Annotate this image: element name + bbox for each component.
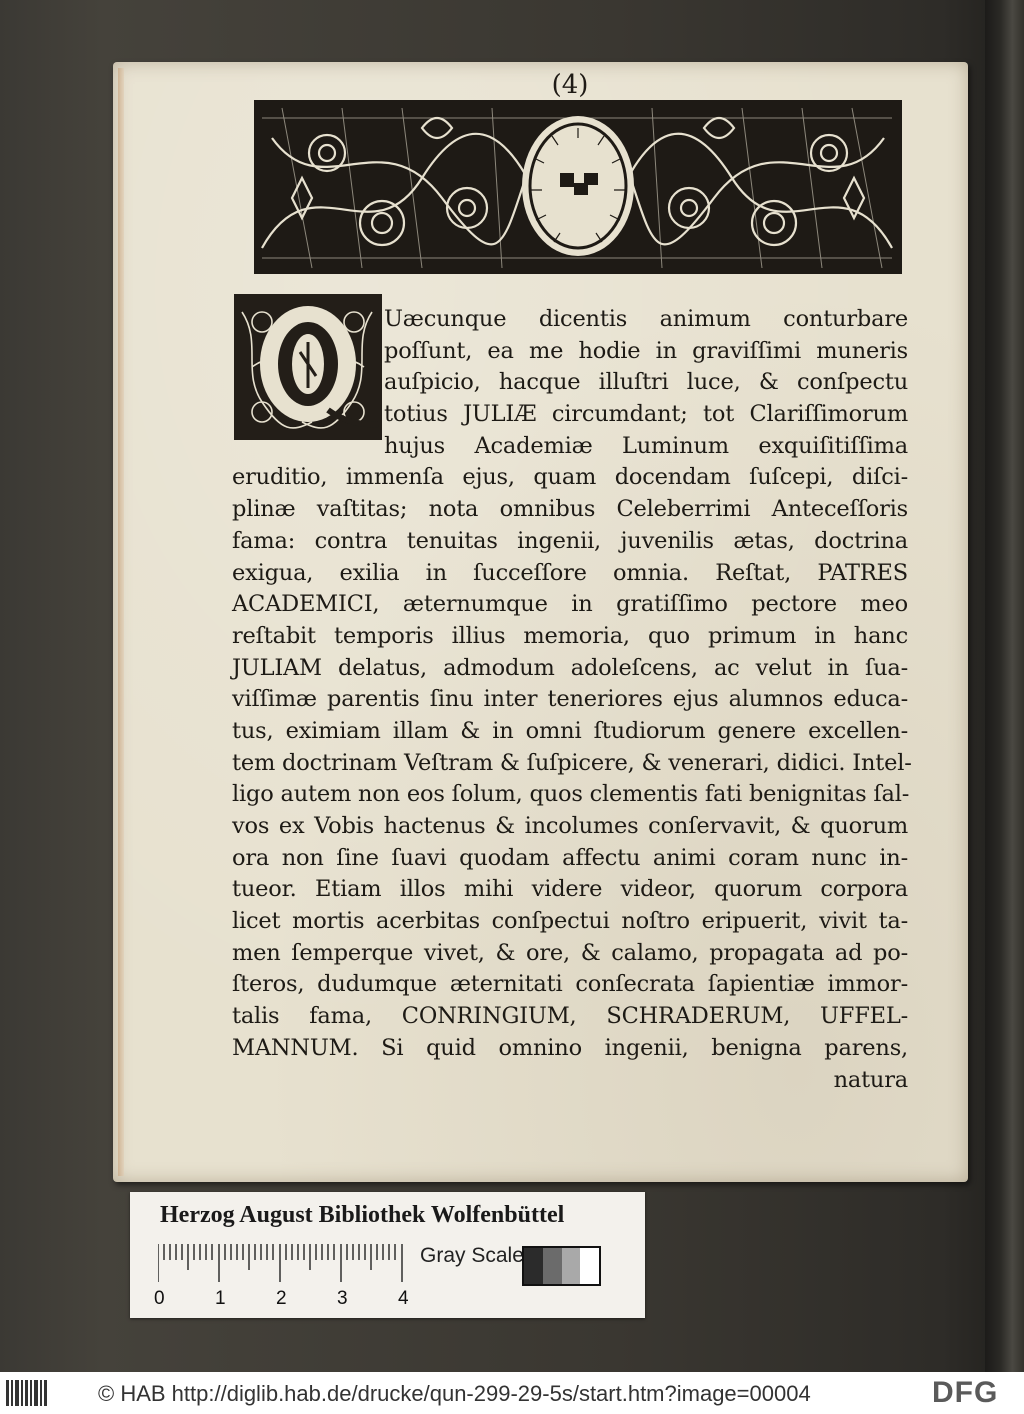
text-line: plinæ vaſtitas; nota omnibus Celeberrimi Anteceſſoris	[232, 496, 908, 523]
copyright-url[interactable]: © HAB http://diglib.hab.de/drucke/qun-299-29-5s/start.htm?image=00004	[98, 1381, 811, 1406]
text-line: totius JULIÆ circumdant; tot Clariſſimorum	[384, 401, 908, 428]
text-line: hujus Academiæ Luminum exquiſitiſſima	[384, 432, 908, 459]
page-edge	[118, 68, 124, 1176]
text-line: ſteros, dudumque æternitati conſecrata ſapientiæ immor-	[232, 971, 908, 998]
text-line: talis fama, CONRINGIUM, SCHRADERUM, UFFEL-	[232, 1003, 908, 1030]
text-line: poſſunt, ea me hodie in graviſſimi muneris	[384, 337, 908, 364]
text-line: viſſimæ parentis ſinu inter teneriores ejus alumnos educa-	[232, 686, 908, 713]
gray-swatch	[580, 1248, 599, 1284]
ruler-icon	[158, 1244, 418, 1284]
gray-swatch	[562, 1248, 581, 1284]
dfg-logo: DFG	[932, 1376, 999, 1409]
text-line: licet mortis acerbitas conſpectui noſtro eripuerit, vivit ta-	[232, 908, 908, 935]
book-binding	[985, 0, 1024, 1372]
ruler-number: 1	[215, 1288, 226, 1309]
gray-swatch	[543, 1248, 562, 1284]
gray-scale-swatches	[522, 1246, 601, 1286]
color-card	[130, 1192, 645, 1318]
text-line: exigua, exilia in ſucceſſore omnia. Reſtat, PATRES	[232, 559, 908, 586]
text-line: MANNUM. Si quid omnino ingenii, benigna parens,	[232, 1034, 908, 1061]
text-line: ligo autem non eos ſolum, quos clementis fati benignitas ſal-	[232, 781, 910, 808]
library-name: Herzog August Bibliothek Wolfenbüttel	[160, 1202, 565, 1228]
text-line: men ſemperque vivet, & ore, & calamo, propagata ad po-	[232, 939, 908, 966]
body-text	[232, 304, 912, 1096]
gray-scale-label: Gray Scale	[420, 1244, 524, 1267]
text-line: vos ex Vobis hactenus & incolumes conſervavit, & quorum	[232, 813, 908, 839]
ruler-number: 2	[276, 1288, 287, 1309]
ruler-number: 4	[398, 1288, 409, 1309]
text-line: tem doctrinam Veſtram & ſuſpicere, & venerari, didici. Intel-	[232, 749, 912, 776]
text-line: tueor. Etiam illos mihi videre videor, quorum corpora	[232, 876, 908, 903]
ruler-number: 3	[337, 1288, 348, 1309]
text-line: Uæcunque dicentis animum conturbare	[384, 306, 908, 332]
gray-swatch	[524, 1248, 543, 1284]
text-line: reſtabit temporis illius memoria, quo primum in hanc	[232, 622, 908, 649]
text-line: ora non ſine ſuavi quodam affectu animi coram nunc in-	[232, 844, 908, 871]
woodcut-ornament-icon	[252, 98, 904, 276]
text-line: tus, eximiam illam & in omni ſtudiorum genere excellen-	[232, 717, 908, 744]
text-line: eruditio, immenſa ejus, quam docendam ſuſcepi, diſci-	[232, 464, 908, 491]
ruler-number: 0	[154, 1288, 165, 1309]
page-number: (4)	[551, 70, 589, 100]
footer-bar	[0, 1372, 1024, 1414]
catchword: natura	[833, 1066, 908, 1093]
barcode-icon	[6, 1378, 48, 1408]
text-line: ACADEMICI, æternumque in gratiſſimo pectore meo	[232, 591, 908, 618]
text-line: JULIAM delatus, admodum adoleſcens, ac velut in ſua-	[232, 654, 908, 681]
text-line: fama: contra tenuitas ingenii, juvenilis ætas, doctrina	[232, 527, 908, 554]
text-line: auſpicio, hacque illuſtri luce, & conſpectu	[384, 369, 908, 396]
